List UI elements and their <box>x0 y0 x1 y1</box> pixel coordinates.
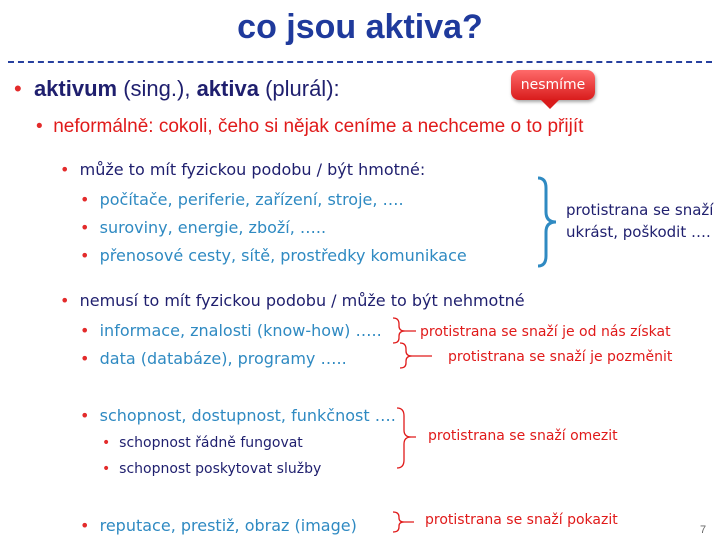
page-number: 7 <box>700 524 707 536</box>
red-brace-obtain <box>393 318 416 343</box>
note-modify: protistrana se snaží je pozměnit <box>448 349 673 365</box>
bullet-dot: • <box>36 116 43 137</box>
tangible-item-text: počítače, periferie, zařízení, stroje, …. <box>99 190 404 209</box>
slide-title: co jsou aktiva? <box>237 8 483 46</box>
note-limit: protistrana se snaží omezit <box>428 428 618 444</box>
bullet-dot: • <box>80 218 90 237</box>
bullet-dot: • <box>80 321 90 340</box>
tangible-item-text: suroviny, energie, zboží, ….. <box>99 218 327 237</box>
bullet-dot: • <box>14 76 22 101</box>
bullet-dot: • <box>80 349 90 368</box>
bullet-dot: • <box>102 435 111 451</box>
intangible-item-text: data (databáze), programy ….. <box>99 349 347 368</box>
tangible-heading-text: může to mít fyzickou podobu / být hmotné: <box>79 160 426 179</box>
intangible-item-text: reputace, prestiž, obraz (image) <box>99 516 357 535</box>
term-aktiva: aktiva <box>196 76 259 101</box>
note-spoil: protistrana se snaží pokazit <box>425 512 618 528</box>
red-brace-spoil <box>393 512 414 532</box>
intangible-heading-text: nemusí to mít fyzickou podobu / může to být nehmotné <box>79 291 525 310</box>
nesmime-callout: nesmíme <box>511 70 595 100</box>
sub-item-text: schopnost řádně fungovat <box>119 435 303 451</box>
bullet-dot: • <box>80 406 90 425</box>
intangible-item-text: schopnost, dostupnost, funkčnost …. <box>99 406 396 425</box>
note-obtain: protistrana se snaží je od nás získat <box>420 324 671 340</box>
bullet-dot: • <box>80 190 90 209</box>
tangible-item-text: přenosové cesty, sítě, prostředky komunikace <box>99 246 467 265</box>
sub-item-text: schopnost poskytovat služby <box>119 461 322 477</box>
bullet-dot: • <box>60 160 70 179</box>
term-plural: (plurál): <box>258 76 340 101</box>
red-brace-modify <box>400 343 432 368</box>
term-sing: (sing.), <box>117 76 197 101</box>
bullet-dot: • <box>80 516 90 535</box>
bullet-dot: • <box>102 461 111 477</box>
red-brace-limit <box>397 408 416 468</box>
informal-definition: neformálně: cokoli, čeho si nějak ceníme a nechceme o to přijít <box>53 116 584 137</box>
term-aktivum: aktivum <box>33 76 118 101</box>
tangible-note-line1: protistrana se snaží <box>566 201 714 219</box>
bullet-dot: • <box>60 291 70 310</box>
bullet-dot: • <box>80 246 90 265</box>
intangible-item-text: informace, znalosti (know-how) ….. <box>99 321 382 340</box>
tangible-note-line2: ukrást, poškodit …. <box>566 223 711 241</box>
blue-brace <box>538 178 556 266</box>
